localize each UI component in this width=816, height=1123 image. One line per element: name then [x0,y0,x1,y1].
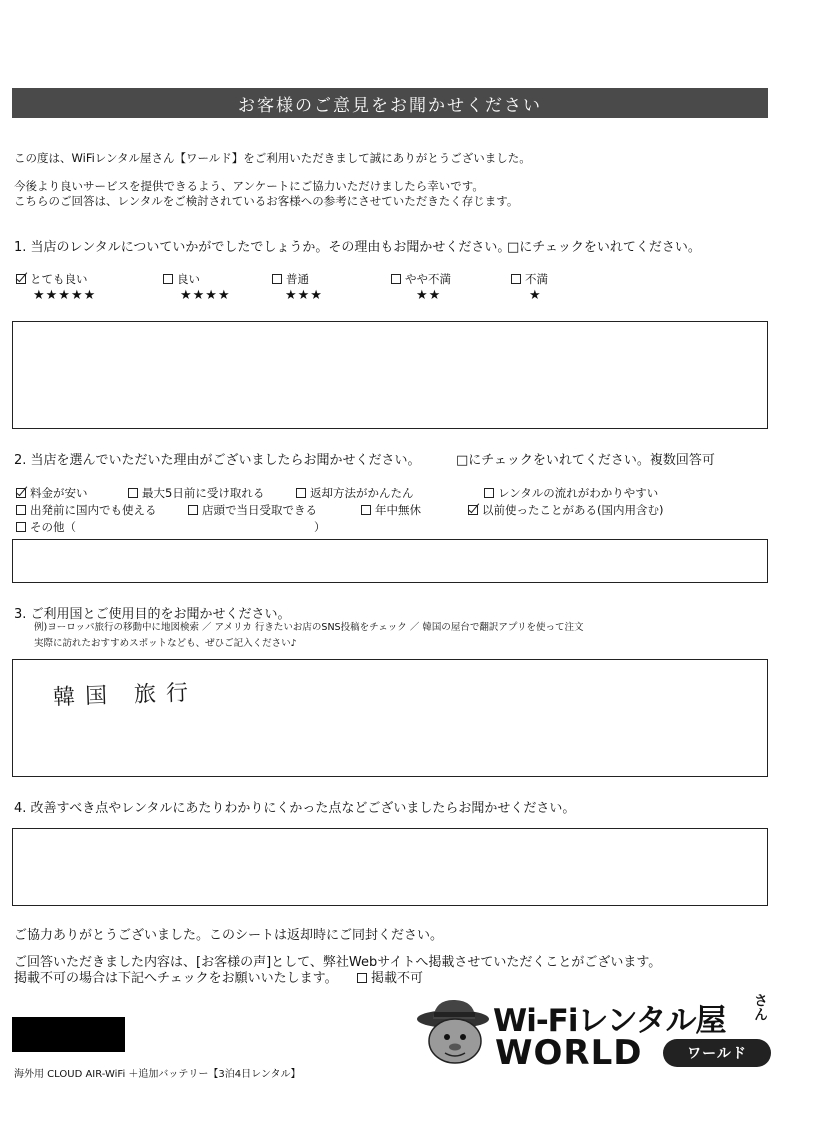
option-label: 料金が安い [30,486,88,500]
q2-option-easy-return[interactable] [296,486,414,501]
checkbox[interactable] [511,274,521,284]
q1-option-dissatisfied[interactable] [511,272,548,287]
option-label: その他（ [30,520,76,534]
footer-publish-note: ご回答いただきました内容は、[お客様の声]として、弊社Webサイトへ掲載させていただくことがございます。 [14,955,662,970]
rating-stars: ★★ [416,288,442,303]
checkbox[interactable] [296,488,306,498]
checkbox[interactable] [272,274,282,284]
q2-option-open-all-year[interactable] [361,503,421,518]
logo-pill: ワールド [663,1039,771,1067]
logo-text-line1: Wi-Fiレンタル屋 [493,1003,726,1039]
footer-publish-instruction: 掲載不可の場合は下記へチェックをお願いいたします。 [14,971,338,986]
rating-stars: ★ [529,288,542,303]
intro-line-1: この度は、WiFiレンタル屋さん【ワールド】をご利用いただきまして誠にありがとうございました。 [14,151,531,165]
checkbox-checked[interactable] [468,505,478,515]
checkbox[interactable] [128,488,138,498]
q2-option-used-before[interactable] [468,503,663,518]
option-label: 掲載不可 [371,971,424,986]
intro-line-2: 今後より良いサービスを提供できるよう、アンケートにご協力いただけましたら幸いです。 [14,179,484,193]
option-label: やや不満 [405,272,451,286]
checkbox[interactable] [16,505,26,515]
option-label: レンタルの流れがわかりやすい [498,486,659,500]
q2-option-pickup-5days[interactable] [128,486,264,501]
footer-thanks: ご協力ありがとうございました。このシートは返却時にご同封ください。 [14,928,444,943]
q3-example-2: 実際に訪れたおすすめスポットなども、ぜひご記入ください♪ [34,638,297,649]
q2-option-domestic-before[interactable] [16,503,157,518]
option-label: 良い [177,272,200,286]
logo-text-line2: WORLD [495,1033,643,1073]
product-name: 海外用 CLOUD AIR-WiFi ＋追加バッテリー【3泊4日レンタル】 [14,1069,301,1080]
option-label: 年中無休 [375,503,421,517]
rating-stars: ★★★★ [180,288,231,303]
mascot-icon [415,997,495,1073]
q3-example: 例)ヨーロッパ旅行の移動中に地図検索 ／ アメリカ 行きたいお店のSNS投稿をチェック ／ 韓国の屋台で翻訳アプリを使って注文 [34,622,584,633]
q2-option-cheap[interactable] [16,486,88,501]
company-logo [415,995,785,1075]
option-label: 不満 [525,272,548,286]
q2-option-same-day[interactable] [188,503,317,518]
option-label: 普通 [286,272,309,286]
q2-other-close-paren: ） [314,520,326,534]
q1-question: 1. 当店のレンタルについていかがでしたでしょうか。その理由もお聞かせください。 [14,240,511,255]
checkbox-checked[interactable] [16,488,26,498]
rating-stars: ★★★ [285,288,323,303]
option-label: 出発前に国内でも使える [30,503,157,517]
q3-answer-box[interactable] [12,659,768,777]
q1-answer-box[interactable] [12,321,768,429]
option-label: 最大5日前に受け取れる [142,486,265,500]
q1-option-slightly-dissatisfied[interactable] [391,272,451,287]
q1-option-good[interactable] [163,272,200,287]
redaction-block [12,1017,125,1052]
option-label: 返却方法がかんたん [310,486,414,500]
q3-handwritten-answer: 韓国 旅行 [52,680,199,711]
checkbox[interactable] [391,274,401,284]
intro-line-3: こちらのご回答は、レンタルをご検討されているお客様への参考にさせていただきたく存じます。 [14,194,519,208]
checkbox[interactable] [163,274,173,284]
q2-question: 2. 当店を選んでいただいた理由がございましたらお聞かせください。 [14,453,421,468]
checkbox[interactable] [188,505,198,515]
option-label: 店頭で当日受取できる [202,503,317,517]
q2-option-easy-flow[interactable] [484,486,658,501]
q1-option-very-good[interactable] [16,272,88,287]
checkbox[interactable] [361,505,371,515]
checkbox[interactable] [16,522,26,532]
checkbox[interactable] [484,488,494,498]
q2-option-other[interactable] [16,520,76,535]
survey-title: お客様のご意見をお聞かせください [12,88,768,118]
q2-answer-box[interactable] [12,539,768,583]
checkbox[interactable] [357,973,367,983]
q4-question: 4. 改善すべき点やレンタルにあたりわかりにくかった点などございましたらお聞かせください。 [14,801,576,816]
q2-instruction: □にチェックをいれてください。複数回答可 [456,453,715,468]
q3-question: 3. ご利用国とご使用目的をお聞かせください。 [14,607,291,622]
no-publish-option[interactable] [357,967,423,986]
option-label: 以前使ったことがある(国内用含む) [482,503,664,517]
q1-option-normal[interactable] [272,272,309,287]
q4-answer-box[interactable] [12,828,768,906]
rating-stars: ★★★★★ [33,288,97,303]
q1-instruction: □にチェックをいれてください。 [507,240,701,255]
option-label: とても良い [30,272,88,286]
checkbox-checked[interactable] [16,274,26,284]
logo-san: さん [752,993,768,1021]
